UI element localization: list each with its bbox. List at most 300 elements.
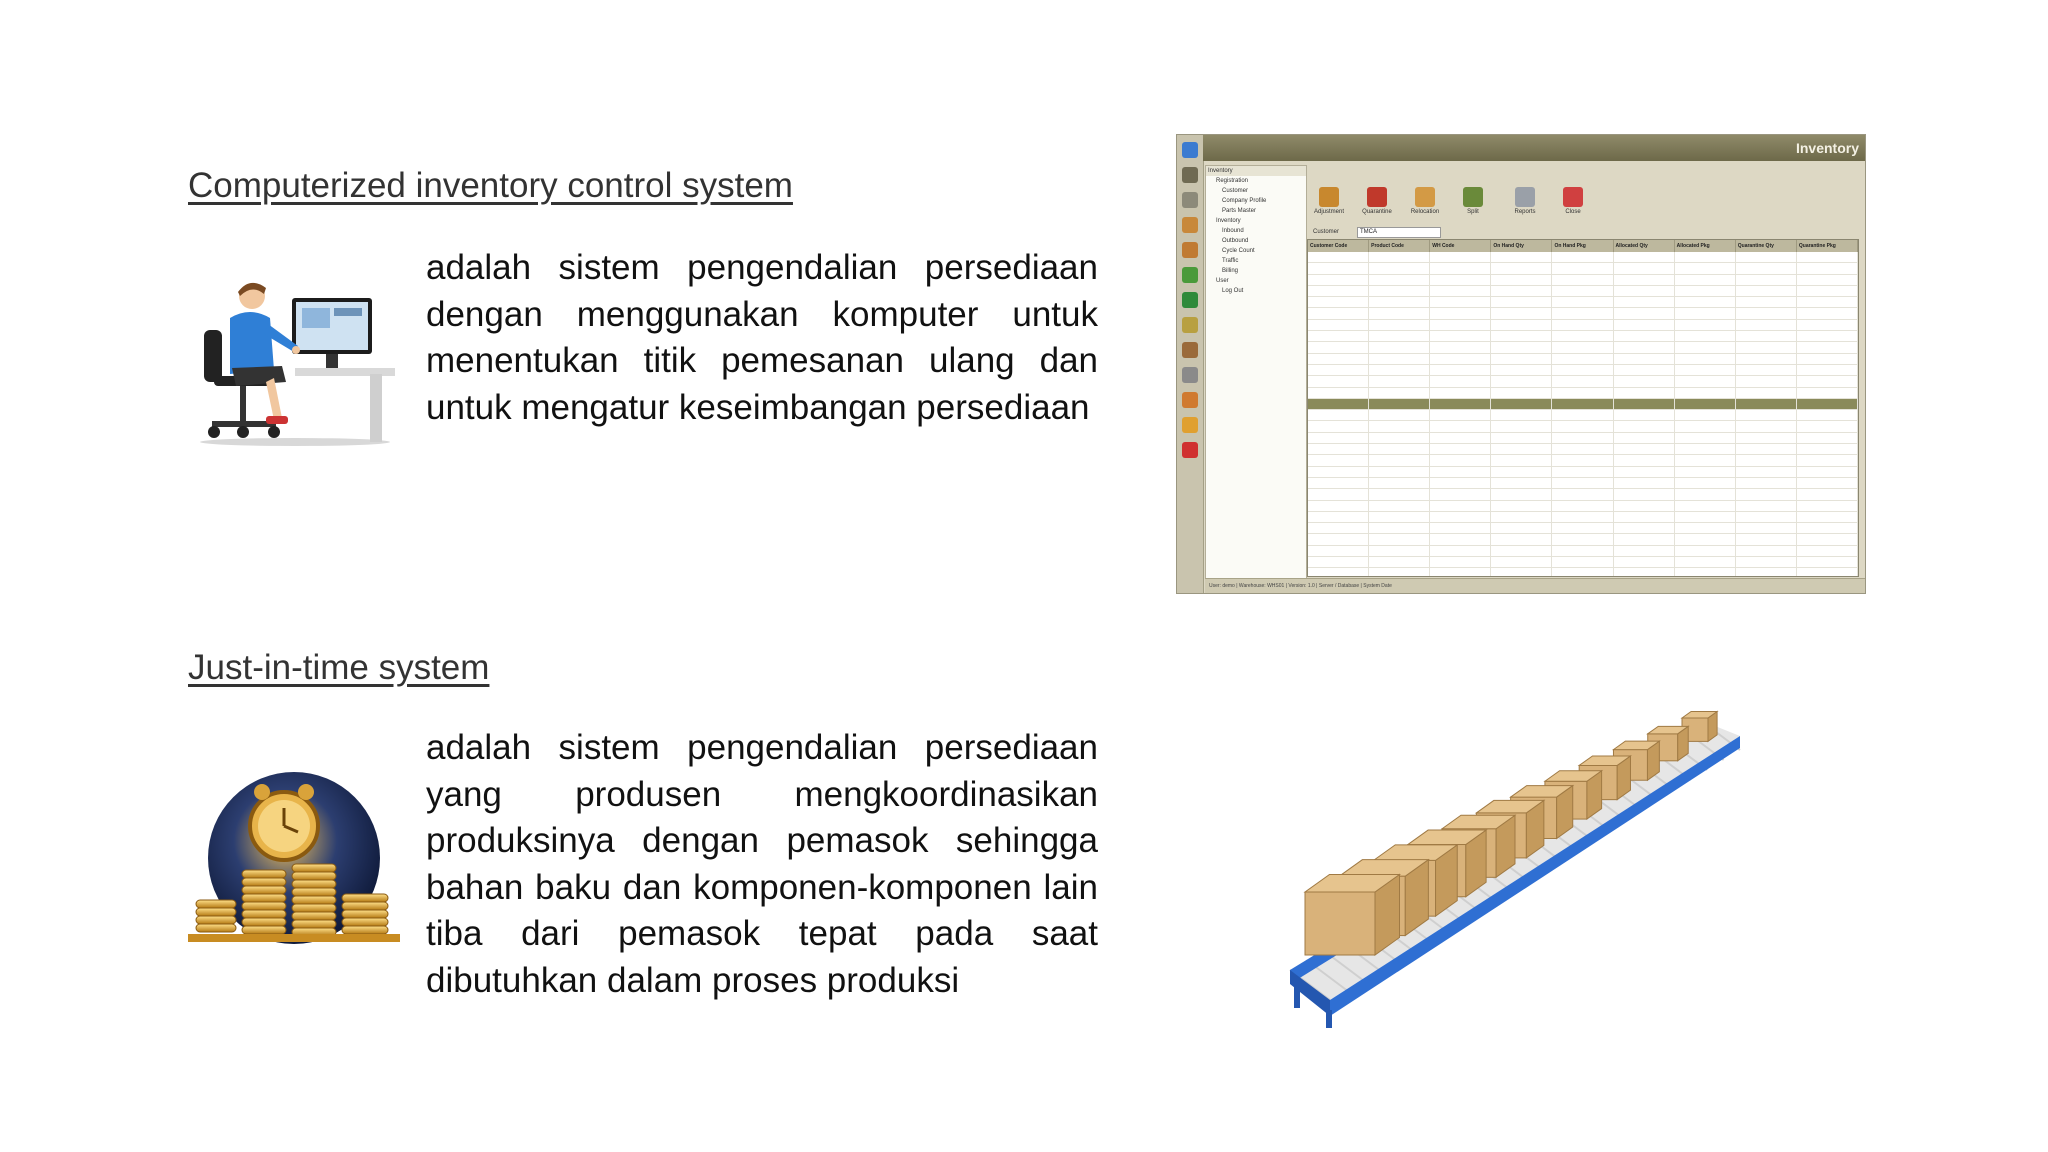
adjustment-button[interactable]: Adjustment [1309, 187, 1349, 215]
table-cell [1491, 444, 1552, 454]
table-cell [1614, 478, 1675, 488]
tree-item[interactable]: Inventory [1216, 218, 1241, 224]
table-cell [1736, 342, 1797, 352]
table-cell [1308, 467, 1369, 477]
table-cell [1369, 489, 1430, 499]
table-row[interactable] [1308, 534, 1858, 545]
table-cell [1491, 557, 1552, 567]
table-cell [1797, 421, 1858, 431]
table-cell [1369, 433, 1430, 443]
table-cell [1614, 546, 1675, 556]
box-icon [1367, 187, 1387, 207]
table-cell [1491, 501, 1552, 511]
table-cell [1552, 523, 1613, 533]
table-cell [1552, 546, 1613, 556]
table-cell [1308, 342, 1369, 352]
tree-item[interactable]: Traffic [1222, 258, 1239, 264]
table-cell [1614, 501, 1675, 511]
table-cell [1614, 263, 1675, 273]
table-cell [1675, 399, 1736, 409]
table-row[interactable] [1308, 399, 1858, 410]
section-text-jit: adalah sistem pengendalian persediaan yang produsen mengkoordinasikan produksinya dengan pemasok sehingga bahan baku dan komponen-komponen lain tiba dari pemasok tepat pada saat dibutuhkan dalam proses produksi [426, 728, 1098, 1000]
table-cell [1797, 534, 1858, 544]
table-cell [1369, 388, 1430, 398]
cardboard-box [1305, 875, 1400, 956]
table-cell [1369, 263, 1430, 273]
table-cell [1797, 501, 1858, 511]
table-column-header[interactable]: Allocated Qty [1614, 240, 1675, 252]
table-cell [1736, 286, 1797, 296]
table-cell [1675, 534, 1736, 544]
table-cell [1430, 455, 1491, 465]
table-cell [1369, 376, 1430, 386]
table-cell [1491, 286, 1552, 296]
table-cell [1308, 286, 1369, 296]
table-row[interactable] [1308, 342, 1858, 353]
table-cell [1736, 557, 1797, 567]
table-row[interactable] [1308, 354, 1858, 365]
table-row[interactable] [1308, 297, 1858, 308]
table-row[interactable] [1308, 308, 1858, 319]
table-cell [1491, 308, 1552, 318]
table-cell [1369, 421, 1430, 431]
table-cell [1552, 297, 1613, 307]
table-cell [1552, 388, 1613, 398]
table-cell [1736, 354, 1797, 364]
table-cell [1797, 467, 1858, 477]
table-cell [1308, 410, 1369, 420]
clock-and-coins-illustration [188, 766, 400, 950]
table-cell [1369, 365, 1430, 375]
table-cell [1308, 455, 1369, 465]
table-cell [1308, 433, 1369, 443]
table-cell [1552, 534, 1613, 544]
table-cell [1614, 455, 1675, 465]
table-cell [1369, 286, 1430, 296]
table-cell [1736, 263, 1797, 273]
table-cell [1491, 388, 1552, 398]
table-cell [1308, 263, 1369, 273]
table-cell [1369, 444, 1430, 454]
split-button[interactable]: Split [1453, 187, 1493, 215]
table-row[interactable] [1308, 546, 1858, 557]
table-cell [1308, 523, 1369, 533]
table-cell [1614, 444, 1675, 454]
table-cell [1308, 388, 1369, 398]
table-cell [1369, 308, 1430, 318]
table-cell [1430, 501, 1491, 511]
table-cell [1614, 433, 1675, 443]
table-cell [1308, 512, 1369, 522]
table-cell [1430, 342, 1491, 352]
table-column-header[interactable]: On Hand Qty [1491, 240, 1552, 252]
table-cell [1430, 512, 1491, 522]
tree-item[interactable]: Inbound [1222, 228, 1244, 234]
table-cell [1736, 568, 1797, 577]
table-cell [1552, 478, 1613, 488]
table-cell [1675, 568, 1736, 577]
status-bar: User: demo | Warehouse: WHS01 | Version: 1.0 | Server / Database | System Date [1205, 578, 1865, 593]
table-cell [1491, 376, 1552, 386]
table-cell [1430, 252, 1491, 262]
close-button[interactable]: Close [1553, 187, 1593, 215]
table-cell [1308, 444, 1369, 454]
tree-item[interactable]: Log Out [1222, 288, 1244, 294]
table-cell [1614, 489, 1675, 499]
table-cell [1675, 331, 1736, 341]
table-cell [1308, 275, 1369, 285]
table-cell [1552, 342, 1613, 352]
table-cell [1552, 275, 1613, 285]
table-cell [1797, 444, 1858, 454]
table-cell [1552, 421, 1613, 431]
tree-item[interactable]: Company Profile [1222, 198, 1267, 204]
table-cell [1797, 342, 1858, 352]
table-cell [1369, 512, 1430, 522]
table-cell [1369, 331, 1430, 341]
table-row[interactable] [1308, 365, 1858, 376]
table-cell [1614, 252, 1675, 262]
table-row[interactable] [1308, 489, 1858, 500]
table-cell [1491, 467, 1552, 477]
relocation-button[interactable]: Relocation [1405, 187, 1445, 215]
table-cell [1552, 512, 1613, 522]
inventory-toolbar [1309, 187, 1861, 227]
table-cell [1491, 263, 1552, 273]
table-row[interactable] [1308, 331, 1858, 342]
table-cell [1552, 252, 1613, 262]
table-cell [1491, 252, 1552, 262]
table-cell [1369, 354, 1430, 364]
table-cell [1369, 557, 1430, 567]
table-cell [1797, 399, 1858, 409]
table-cell [1308, 365, 1369, 375]
table-cell [1308, 354, 1369, 364]
table-cell [1736, 467, 1797, 477]
table-cell [1675, 342, 1736, 352]
table-cell [1614, 308, 1675, 318]
table-row[interactable] [1308, 275, 1858, 286]
tree-item[interactable]: Registration [1216, 178, 1249, 184]
table-cell [1736, 275, 1797, 285]
table-cell [1430, 489, 1491, 499]
table-row[interactable] [1308, 523, 1858, 534]
table-cell [1675, 365, 1736, 375]
table-cell [1797, 489, 1858, 499]
table-cell [1614, 331, 1675, 341]
table-row[interactable] [1308, 433, 1858, 444]
table-cell [1736, 388, 1797, 398]
table-cell [1797, 275, 1858, 285]
section-text-computerized: adalah sistem pengendalian persediaan dengan menggunakan komputer untuk menentukan titik pemesanan ulang dan untuk mengatur keseimbangan persediaan [426, 248, 1098, 427]
tree-item[interactable]: Cycle Count [1222, 248, 1255, 254]
table-cell [1430, 388, 1491, 398]
table-row[interactable] [1308, 320, 1858, 331]
table-cell [1552, 568, 1613, 577]
table-column-header[interactable]: Allocated Pkg [1675, 240, 1736, 252]
table-cell [1614, 354, 1675, 364]
table-cell [1614, 568, 1675, 577]
table-cell [1491, 365, 1552, 375]
section-heading-jit[interactable]: Just-in-time system [188, 648, 490, 687]
table-row[interactable] [1308, 252, 1858, 263]
table-cell [1797, 297, 1858, 307]
table-cell [1491, 512, 1552, 522]
table-cell [1552, 263, 1613, 273]
table-cell [1736, 331, 1797, 341]
table-cell [1797, 308, 1858, 318]
table-cell [1736, 410, 1797, 420]
table-row[interactable] [1308, 478, 1858, 489]
table-cell [1552, 467, 1613, 477]
table-cell [1308, 376, 1369, 386]
table-cell [1430, 275, 1491, 285]
table-cell [1797, 512, 1858, 522]
table-cell [1675, 478, 1736, 488]
table-cell [1369, 467, 1430, 477]
table-cell [1675, 421, 1736, 431]
table-cell [1736, 512, 1797, 522]
table-cell [1369, 297, 1430, 307]
table-row[interactable] [1308, 501, 1858, 512]
table-cell [1614, 376, 1675, 386]
table-cell [1308, 534, 1369, 544]
table-cell [1797, 286, 1858, 296]
table-cell [1675, 275, 1736, 285]
table-cell [1491, 568, 1552, 577]
table-cell [1736, 252, 1797, 262]
conveyor-belt-with-boxes-illustration [1270, 700, 1750, 1030]
table-cell [1736, 501, 1797, 511]
table-column-header[interactable]: Customer Code [1308, 240, 1369, 252]
table-cell [1430, 297, 1491, 307]
table-cell [1552, 501, 1613, 511]
table-cell [1552, 489, 1613, 499]
table-cell [1552, 286, 1613, 296]
table-cell [1369, 399, 1430, 409]
table-cell [1430, 444, 1491, 454]
table-row[interactable] [1308, 512, 1858, 523]
table-cell [1736, 523, 1797, 533]
section-heading-computerized[interactable]: Computerized inventory control system [188, 166, 793, 205]
inventory-window-screenshot [1176, 134, 1866, 594]
table-cell [1736, 365, 1797, 375]
inventory-table [1307, 239, 1859, 577]
close-icon [1563, 187, 1583, 207]
table-cell [1369, 478, 1430, 488]
table-row[interactable] [1308, 263, 1858, 274]
table-cell [1614, 523, 1675, 533]
table-cell [1614, 467, 1675, 477]
table-cell [1308, 308, 1369, 318]
table-cell [1430, 365, 1491, 375]
table-cell [1797, 478, 1858, 488]
table-cell [1552, 308, 1613, 318]
table-cell [1675, 376, 1736, 386]
table-cell [1552, 399, 1613, 409]
table-cell [1308, 568, 1369, 577]
tree-item[interactable]: Customer [1222, 188, 1249, 194]
table-cell [1675, 467, 1736, 477]
table-cell [1491, 534, 1552, 544]
table-cell [1430, 354, 1491, 364]
table-cell [1797, 331, 1858, 341]
table-cell [1736, 376, 1797, 386]
table-cell [1430, 523, 1491, 533]
table-cell [1552, 365, 1613, 375]
table-row[interactable] [1308, 444, 1858, 455]
table-cell [1430, 557, 1491, 567]
table-cell [1736, 478, 1797, 488]
table-cell [1308, 557, 1369, 567]
table-cell [1308, 501, 1369, 511]
table-cell [1430, 308, 1491, 318]
table-cell [1797, 388, 1858, 398]
table-cell [1614, 286, 1675, 296]
customer-tab[interactable]: Customer [1313, 229, 1340, 235]
table-row[interactable] [1308, 421, 1858, 432]
table-cell [1491, 399, 1552, 409]
table-cell [1736, 534, 1797, 544]
tree-item[interactable]: Inventory [1206, 166, 1306, 176]
table-row[interactable] [1308, 557, 1858, 568]
table-cell [1797, 546, 1858, 556]
printer-icon [1515, 187, 1535, 207]
table-cell [1614, 275, 1675, 285]
table-cell [1797, 252, 1858, 262]
table-cell [1430, 320, 1491, 330]
table-cell [1675, 489, 1736, 499]
table-cell [1675, 354, 1736, 364]
table-cell [1797, 410, 1858, 420]
table-cell [1308, 252, 1369, 262]
table-cell [1308, 331, 1369, 341]
table-cell [1552, 331, 1613, 341]
tree-item[interactable]: Billing [1222, 268, 1239, 274]
customer-field[interactable]: TMCA [1357, 227, 1441, 238]
table-cell [1675, 501, 1736, 511]
table-cell [1736, 489, 1797, 499]
table-row[interactable] [1308, 410, 1858, 421]
table-cell [1552, 433, 1613, 443]
table-cell [1675, 523, 1736, 533]
table-cell [1491, 320, 1552, 330]
table-cell [1369, 501, 1430, 511]
table-row[interactable] [1308, 286, 1858, 297]
table-cell [1552, 410, 1613, 420]
table-cell [1491, 275, 1552, 285]
table-cell [1614, 421, 1675, 431]
table-cell [1308, 297, 1369, 307]
table-cell [1430, 376, 1491, 386]
table-cell [1430, 331, 1491, 341]
table-cell [1675, 455, 1736, 465]
table-cell [1430, 399, 1491, 409]
table-row[interactable] [1308, 455, 1858, 466]
table-cell [1491, 331, 1552, 341]
table-cell [1614, 388, 1675, 398]
table-cell [1614, 410, 1675, 420]
table-cell [1736, 444, 1797, 454]
table-cell [1675, 252, 1736, 262]
table-row[interactable] [1308, 388, 1858, 399]
reports-button[interactable]: Reports [1505, 187, 1545, 215]
table-cell [1675, 444, 1736, 454]
tree-item[interactable]: Parts Master [1222, 208, 1257, 214]
table-cell [1736, 433, 1797, 443]
table-cell [1369, 342, 1430, 352]
table-cell [1736, 308, 1797, 318]
table-cell [1369, 275, 1430, 285]
table-cell [1614, 557, 1675, 567]
table-cell [1491, 478, 1552, 488]
table-cell [1797, 455, 1858, 465]
table-cell [1675, 410, 1736, 420]
table-cell [1491, 523, 1552, 533]
box-icon [1319, 187, 1339, 207]
table-cell [1430, 467, 1491, 477]
table-cell [1369, 252, 1430, 262]
tree-item[interactable]: Outbound [1222, 238, 1249, 244]
table-cell [1491, 342, 1552, 352]
table-cell [1675, 388, 1736, 398]
table-row[interactable] [1308, 568, 1858, 577]
table-cell [1675, 263, 1736, 273]
table-cell [1675, 320, 1736, 330]
table-column-header[interactable]: On Hand Pkg [1552, 240, 1613, 252]
table-cell [1675, 297, 1736, 307]
table-cell [1491, 433, 1552, 443]
table-cell [1614, 512, 1675, 522]
table-row[interactable] [1308, 467, 1858, 478]
table-cell [1614, 399, 1675, 409]
table-cell [1797, 320, 1858, 330]
table-cell [1430, 546, 1491, 556]
table-column-header[interactable]: Quarantine Qty [1736, 240, 1797, 252]
table-cell [1369, 546, 1430, 556]
table-cell [1675, 557, 1736, 567]
table-cell [1430, 263, 1491, 273]
table-cell [1491, 455, 1552, 465]
table-column-header[interactable]: WH Code [1430, 240, 1491, 252]
table-cell [1736, 399, 1797, 409]
table-row[interactable] [1308, 376, 1858, 387]
table-cell [1430, 568, 1491, 577]
quarantine-button[interactable]: Quarantine [1357, 187, 1397, 215]
table-cell [1614, 320, 1675, 330]
table-cell [1491, 546, 1552, 556]
table-cell [1430, 286, 1491, 296]
table-cell [1797, 557, 1858, 567]
table-cell [1675, 308, 1736, 318]
table-cell [1308, 489, 1369, 499]
table-cell [1797, 523, 1858, 533]
table-cell [1552, 557, 1613, 567]
table-cell [1675, 546, 1736, 556]
table-cell [1369, 455, 1430, 465]
navigation-tree [1205, 165, 1307, 579]
table-cell [1369, 523, 1430, 533]
table-cell [1552, 455, 1613, 465]
table-column-header[interactable]: Quarantine Pkg [1797, 240, 1858, 252]
box-icon [1415, 187, 1435, 207]
tree-item[interactable]: User [1216, 278, 1229, 284]
table-cell [1491, 297, 1552, 307]
table-cell [1552, 320, 1613, 330]
table-cell [1736, 297, 1797, 307]
table-column-header[interactable]: Product Code [1369, 240, 1430, 252]
window-title: Inventory [1795, 140, 1859, 156]
